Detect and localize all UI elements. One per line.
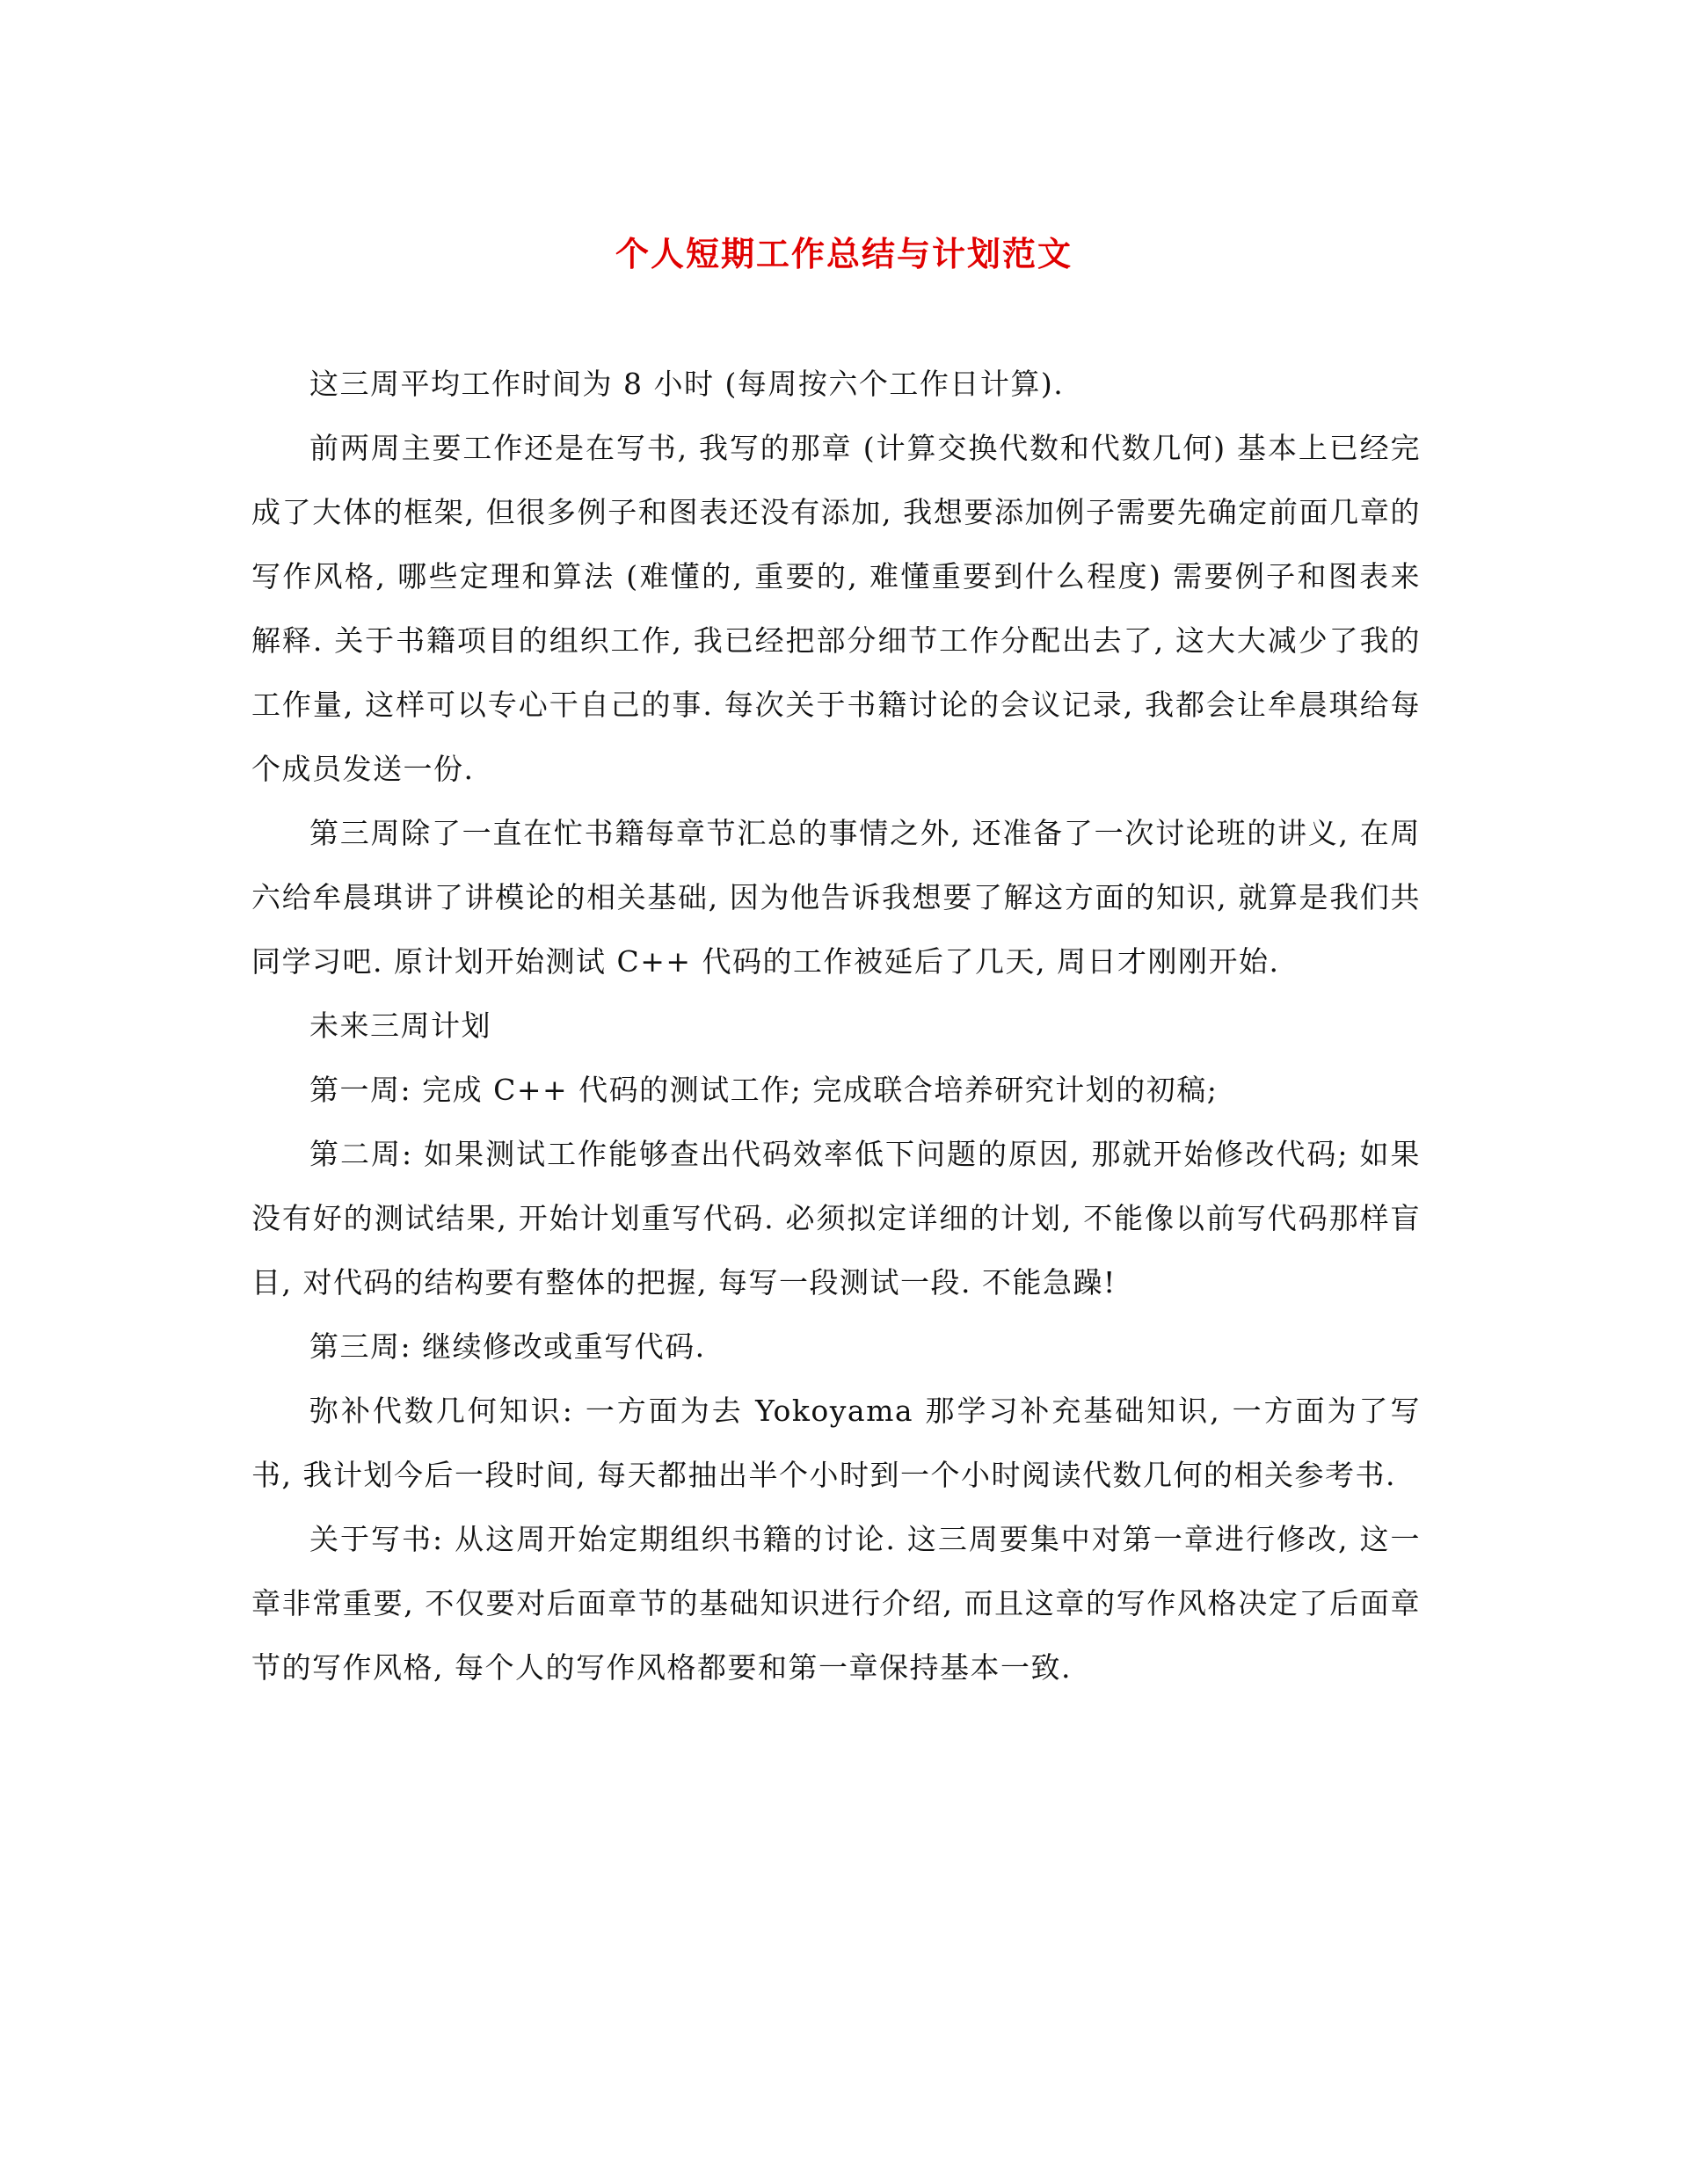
paragraph-plan-week-2: 第二周: 如果测试工作能够查出代码效率低下问题的原因, 那就开始修改代码; 如果没有好的测试结果, 开始计划重写代码. 必须拟定详细的计划, 不能像以前写代码那样盲目, 对代码的结构要有整体的把握, 每写一段测试一段. 不能急躁! — [251, 1137, 1421, 1299]
paragraph-work-hours: 这三周平均工作时间为 8 小时 (每周按六个工作日计算). — [309, 367, 1065, 401]
paragraph-first-two-weeks: 前两周主要工作还是在写书, 我写的那章 (计算交换代数和代数几何) 基本上已经完成了大体的框架, 但很多例子和图表还没有添加, 我想要添加例子需要先确定前面几章的写作风格, 哪些定理和算法 (难懂的, 重要的, 难懂重要到什么程度) 需要例子和图表来解释. 关于书籍项目的组织工作, 我已经把部分细节工作分配出去了, 这大大减少了我的工作量, 这样可以专心干自己的事. 每次关于书籍讨论的会议记录, 我都会让牟晨琪给每个成员发送一份. — [251, 431, 1421, 786]
document-title: 个人短期工作总结与计划范文 — [615, 234, 1073, 273]
paragraph-plan-week-1: 第一周: 完成 C++ 代码的测试工作; 完成联合培养研究计划的初稿; — [309, 1073, 1219, 1107]
paragraph-algebraic-geometry: 弥补代数几何知识: 一方面为去 Yokoyama 那学习补充基础知识, 一方面为了写书, 我计划今后一段时间, 每天都抽出半个小时到一个小时阅读代数几何的相关参考书. — [251, 1394, 1421, 1492]
paragraph-book-writing: 关于写书: 从这周开始定期组织书籍的讨论. 这三周要集中对第一章进行修改, 这一章非常重要, 不仅要对后面章节的基础知识进行介绍, 而且这章的写作风格决定了后面章节的写作风格, 每个人的写作风格都要和第一章保持基本一致. — [251, 1522, 1421, 1685]
paragraph-plan-week-3: 第三周: 继续修改或重写代码. — [309, 1329, 706, 1364]
document-body — [251, 352, 1421, 1700]
paragraph-third-week: 第三周除了一直在忙书籍每章节汇总的事情之外, 还准备了一次讨论班的讲义, 在周六给牟晨琪讲了讲模论的相关基础, 因为他告诉我想要了解这方面的知识, 就算是我们共同学习吧. 原计划开始测试 C++ 代码的工作被延后了几天, 周日才刚刚开始. — [251, 816, 1421, 979]
heading-future-plan: 未来三周计划 — [309, 1008, 491, 1043]
